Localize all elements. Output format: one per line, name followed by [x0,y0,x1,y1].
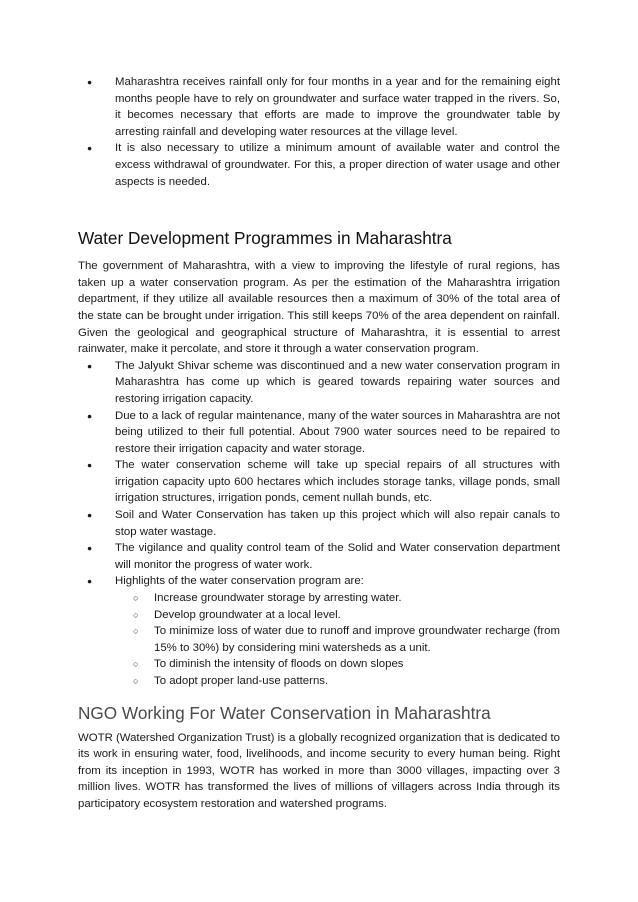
sub-bullet-item: ○ To adopt proper land-use patterns. [78,673,560,690]
sub-bullet-item: ○ To minimize loss of water due to runoff and improve groundwater recharge (from 15% to 30%) by considering mini watersheds as a unit. [78,623,560,656]
intro-bullet-item: ● It is also necessary to utilize a minimum amount of available water and control the excess withdrawal of groundwater. For this, a proper direction of water usage and other aspects is needed. [78,140,560,190]
highlights-intro: Highlights of the water conservation program are: [115,575,364,588]
water-development-bullet-list [78,358,560,690]
intro-bullet-item: ● Maharashtra receives rainfall only for four months in a year and for the remaining eight months people have to rely on groundwater and surface water trapped in the rivers. So, it becomes necessary that efforts are made to improve the groundwater table by arresting rainfall and developing water resources at the village level. [78,74,560,140]
ngo-paragraph: WOTR (Watershed Organization Trust) is a globally recognized organization that is dedicated to its work in ensuring water, food, livelihoods, and income security to every human being. Right from its inception in 1993, WOTR has worked in more than 3000 villages, impacting over 3 million lives. WOTR has transformed the lives of millions of villagers across India through its participatory ecosystem restoration and watershed programs. [78,731,561,810]
sub-bullet-item: ○ To diminish the intensity of floods on down slopes [78,656,560,673]
sub-bullet-item: ○ Increase groundwater storage by arresting water. [78,590,560,607]
bullet-item-highlights [78,573,560,689]
bullet-item: ● The water conservation scheme will take up special repairs of all structures with irrigation capacity upto 600 hectares which includes storage tanks, village ponds, small irrigation structures, irrigation ponds, cement nullah bunds, etc. [78,457,560,507]
intro-bullet-list [78,74,560,190]
bullet-item: ● The vigilance and quality control team of the Solid and Water conservation department will monitor the progress of water work. [78,540,560,573]
water-development-paragraph: The government of Maharashtra, with a view to improving the lifestyle of rural regions, has taken up a water conservation program. As per the estimation of the Maharashtra irrigation department, if they utilize all available resources then a maximum of 30% of the total area of the state can be brought under irrigation. This still keeps 70% of the area dependent on rainfall. Given the geological and geographical structure of Maharashtra, it is essential to arrest rainwater, make it percolate, and store it through a water conservation program. [78,260,560,356]
bullet-item: ● The Jalyukt Shivar scheme was discontinued and a new water conservation program in Maharashtra has come up which is geared towards repairing water sources and restoring irrigation capacity. [78,358,560,408]
bullet-item: ● Due to a lack of regular maintenance, many of the water sources in Maharashtra are not being utilized to their full potential. About 7900 water sources need to be repaired to restore their irrigation capacity and water storage. [78,408,560,458]
section-heading-ngo: NGO Working For Water Conservation in Maharashtra [78,702,491,723]
water-development-section-body [78,258,560,689]
highlights-sub-list [115,590,560,690]
sub-bullet-item: ○ Develop groundwater at a local level. [78,607,560,624]
section-heading-water-development: Water Development Programmes in Maharashtra [78,228,452,249]
bullet-item: ● Soil and Water Conservation has taken up this project which will also repair canals to stop water wastage. [78,507,560,540]
